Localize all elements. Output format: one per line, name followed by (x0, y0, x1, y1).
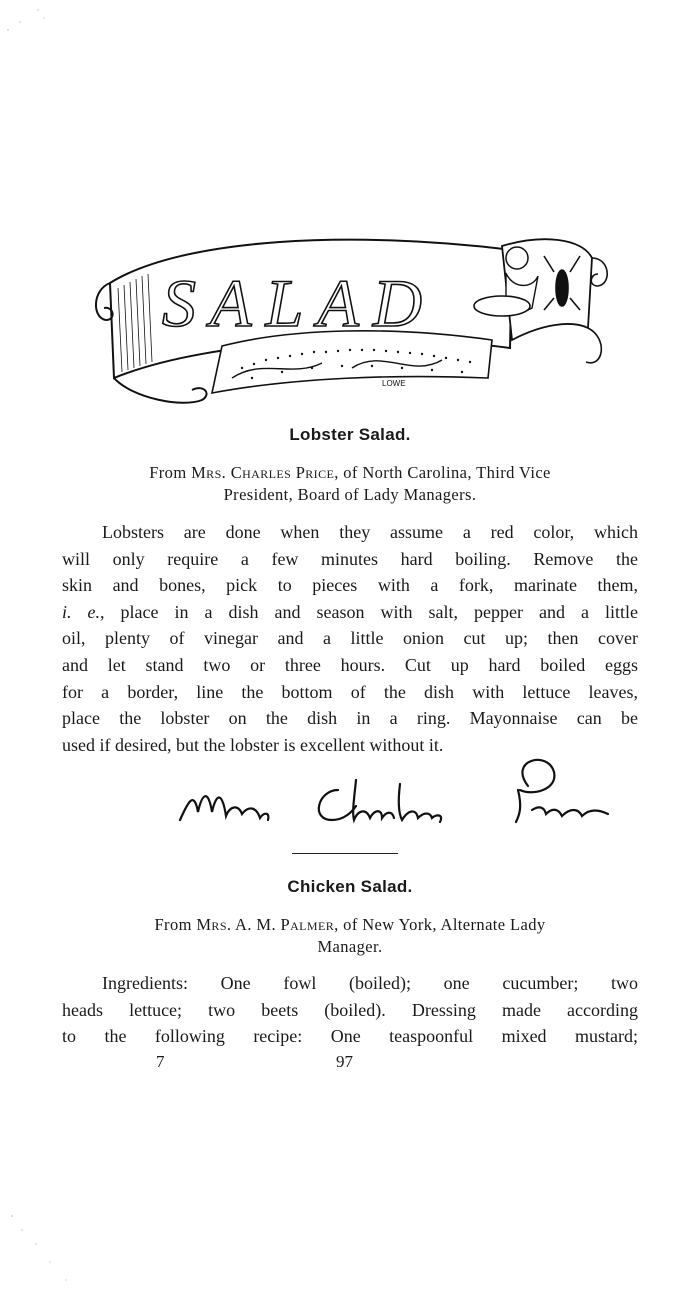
body-line: heads lettuce; two beets (boiled). Dressing made according (62, 999, 638, 1020)
salad-banner-illustration (92, 228, 612, 416)
attribution-prefix: From (154, 915, 192, 934)
body-line: will only require a few minutes hard boiling. Remove the (62, 548, 638, 569)
attribution-rest: , of North Carolina, Third Vice (334, 463, 551, 482)
body-line: oil, plenty of vinegar and a little onion cut up; then cover (62, 628, 638, 649)
scan-speckle (0, 0, 60, 40)
page-number: 97 (336, 1052, 353, 1071)
banner-artist-mark: LOWE (382, 379, 406, 388)
recipe-attribution-lobster-salad (80, 462, 620, 506)
recipe-title-chicken-salad: Chicken Salad. (287, 877, 413, 896)
attribution-rest: , of New York, Alternate Lady (334, 915, 546, 934)
body-line: skin and bones, pick to pieces with a fork, marinate them, (62, 575, 638, 596)
body-line: i. e., place in a dish and season with salt, pepper and a little (62, 601, 638, 622)
scan-speckle (0, 1210, 80, 1292)
contributor-name: Mrs. Charles Price (191, 463, 335, 482)
body-line: to the following recipe: One teaspoonful mixed mustard; (62, 1026, 638, 1047)
body-line: used if desired, but the lobster is excellent without it. (62, 734, 444, 755)
attribution-line2: Manager. (317, 937, 383, 956)
contributor-name: Mrs. A. M. Palmer (196, 915, 335, 934)
banner-title: SALAD (162, 265, 436, 341)
body-line: Ingredients: One fowl (boiled); one cucumber; two (102, 973, 638, 993)
recipe-attribution-chicken-salad (80, 914, 620, 958)
handwritten-signature (168, 750, 628, 850)
recipe-body-lobster-salad (62, 519, 638, 758)
recipe-body-chicken-salad (62, 970, 638, 1050)
attribution-prefix: From (149, 463, 187, 482)
body-line: for a border, line the bottom of the dish with lettuce leaves, (62, 681, 638, 702)
printer-signature-mark: 7 (156, 1052, 165, 1071)
body-line: and let stand two or three hours. Cut up hard boiled eggs (62, 654, 638, 675)
body-line: Lobsters are done when they assume a red color, which (102, 522, 638, 542)
recipe-title-lobster-salad: Lobster Salad. (289, 425, 411, 444)
latin-abbreviation: i. e., (62, 601, 105, 622)
body-line: place the lobster on the dish in a ring. Mayonnaise can be (62, 708, 638, 729)
section-divider (292, 853, 398, 854)
attribution-line2: President, Board of Lady Managers. (223, 485, 477, 504)
